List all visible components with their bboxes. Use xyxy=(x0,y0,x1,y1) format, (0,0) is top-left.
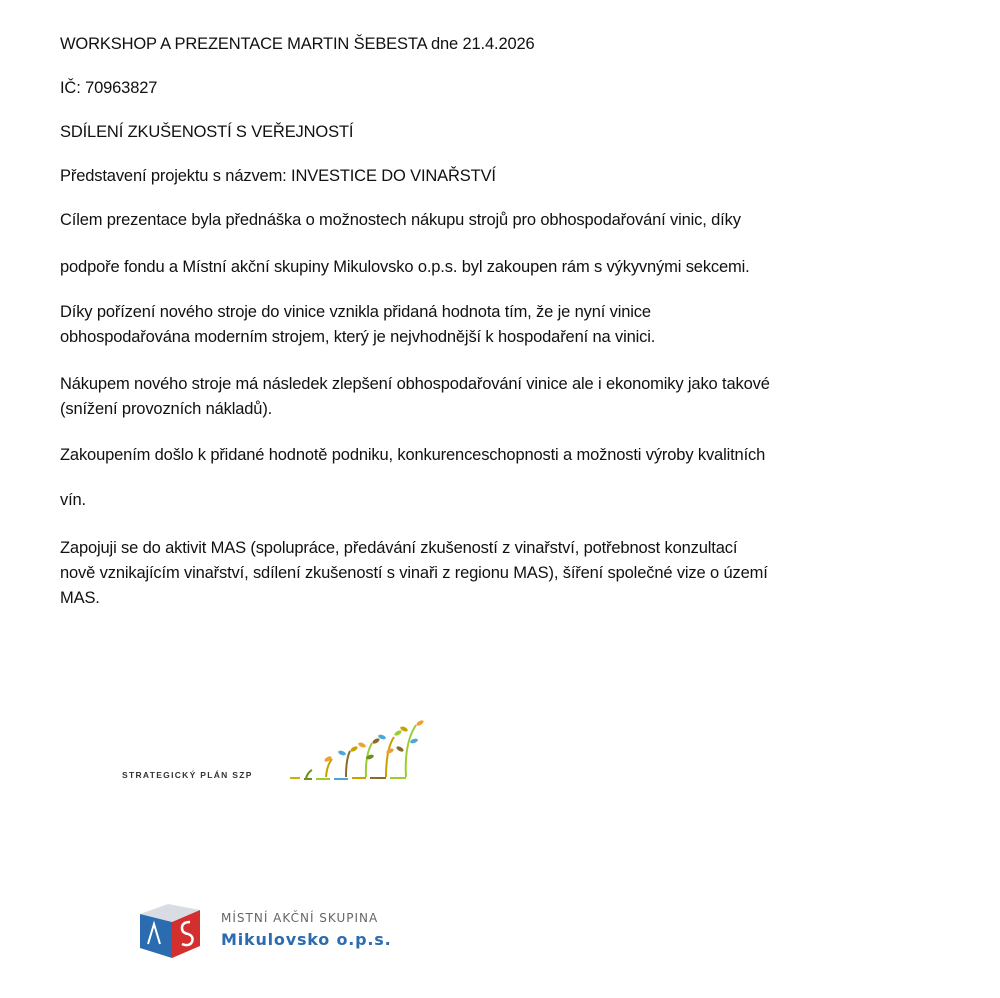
paragraph-line: vín. xyxy=(60,491,86,509)
document-title: WORKSHOP A PREZENTACE MARTIN ŠEBESTA dne 21.4.2026 xyxy=(60,35,535,53)
mas-logo-name: Mikulovsko o.p.s. xyxy=(221,930,392,949)
paragraph-line: MAS. xyxy=(60,589,100,607)
paragraph-line: Zapojuji se do aktivit MAS (spolupráce, předávání zkušeností z vinařství, potřebnost konzultací xyxy=(60,539,738,557)
paragraph-line: nově vznikajícím vinařství, sdílení zkušeností s vinaři z regionu MAS), šíření společné vize o území xyxy=(60,564,768,582)
szp-logo xyxy=(122,715,462,795)
project-name: Představení projektu s názvem: INVESTICE DO VINAŘSTVÍ xyxy=(60,167,496,185)
paragraph-line: Nákupem nového stroje má následek zlepšení obhospodařování vinice ale i ekonomiky jako takové xyxy=(60,375,770,393)
sprouts-icon xyxy=(282,715,452,790)
szp-logo-label: STRATEGICKÝ PLÁN SZP xyxy=(122,770,253,780)
mas-cube-icon xyxy=(138,900,208,960)
paragraph-line: podpoře fondu a Místní akční skupiny Mikulovsko o.p.s. byl zakoupen rám s výkyvnými sekcemi. xyxy=(60,258,750,276)
paragraph-line: obhospodařována moderním strojem, který je nejvhodnější k hospodaření na vinici. xyxy=(60,328,656,346)
paragraph-line: Cílem prezentace byla přednáška o možnostech nákupu strojů pro obhospodařování vinic, díky xyxy=(60,211,741,229)
paragraph-line: (snížení provozních nákladů). xyxy=(60,400,273,418)
section-heading: SDÍLENÍ ZKUŠENOSTÍ S VEŘEJNOSTÍ xyxy=(60,123,354,141)
paragraph-line: Díky pořízení nového stroje do vinice vznikla přidaná hodnota tím, že je nyní vinice xyxy=(60,303,651,321)
mas-logo-subtitle: MÍSTNÍ AKČNÍ SKUPINA xyxy=(221,911,379,925)
paragraph-line: Zakoupením došlo k přidané hodnotě podniku, konkurenceschopnosti a možnosti výroby kvalitních xyxy=(60,446,766,464)
mas-logo xyxy=(138,900,438,960)
company-id: IČ: 70963827 xyxy=(60,79,158,97)
